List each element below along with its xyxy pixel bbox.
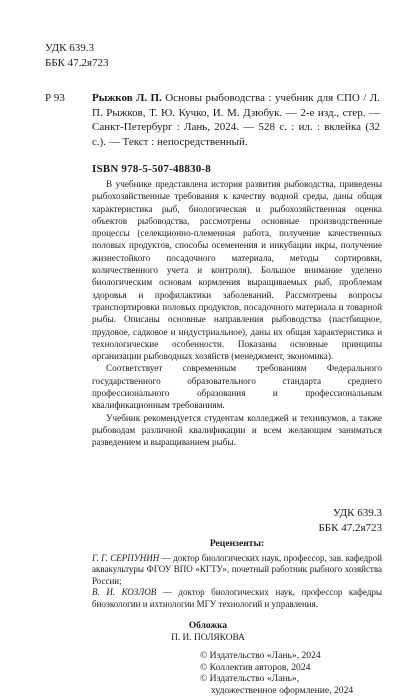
reviewer-credentials: — доктор биологических наук, профессор, зав. кафедрой аквакультуры ФГОУ ВПО «КГТУ», почетный работник рыбного хозяйства России; <box>92 552 383 586</box>
reviewer-credentials: — доктор биологических наук, профессор кафедры биоэкологии и ихтиологии МГУ технологий и управления. <box>92 587 382 609</box>
udk-code: УДК 639.3 <box>332 507 382 519</box>
copyright-line: художественное оформление, 2024 <box>211 684 354 696</box>
reviewer-entry <box>92 553 382 588</box>
author-heading: Рыжков Л. П. <box>92 92 162 104</box>
reviewers-heading: Рецензенты: <box>209 538 265 549</box>
classification-codes-top <box>45 41 109 71</box>
reviewer-name: В. И. КОЗЛОВ <box>92 587 157 597</box>
copyright-line: © Издательство «Лань», <box>200 673 300 685</box>
bbk-code: ББК 47.2я723 <box>45 57 109 69</box>
abstract-paragraph: В учебнике представлена история развития рыбоводства, приведены рыбохозяйственные требования к качеству водной среды, даны общая характеристика рыб, биологическая и рыбохозяйственная оценка объектов рыбоводства, рассмотрены основные производственные процессы (селекционно-племенная работа, получение качественных половых продуктов, способы осеменения и инкубации икры, получение жизнестойкого посадочного материала, методы сортировки, количественного учета и контроля). Большое внимание уделено биологическим основам кормления выращиваемых рыб, проблемам здоровья и профилактики заболеваний. Рассмотрены вопросы транспортировки половых продуктов, посадочного материала и товарной рыбы. Описаны основные направления рыбоводства (пастбищное, прудовое, садковое и индустриальное), даны их общая характеристика и технологические особенности. Показаны основные принципы организации рыбоводных хозяйств (менеджмент, экономика). <box>92 179 382 362</box>
cover-label: Обложка <box>188 621 228 631</box>
cover-designer: П. И. ПОЛЯКОВА <box>171 633 245 643</box>
abstract <box>92 178 382 449</box>
reviewers-section <box>92 538 382 610</box>
reviewer-name: Г. Г. СЕРПУНИН <box>92 552 160 563</box>
classification-codes-bottom <box>318 506 382 536</box>
copyright-line: © Коллектив авторов, 2024 <box>200 661 311 673</box>
abstract-paragraph: Учебник рекомендуется студентам колледжей и техникумов, а также рыбоводам различной квалификации и всем желающим заниматься разведением и выращиванием рыбы. <box>92 412 382 448</box>
udk-code: УДК 639.3 <box>45 42 95 54</box>
catalog-entry <box>45 91 380 149</box>
author-cipher: Р 93 <box>45 92 65 104</box>
abstract-paragraph: Соответствует современным требованиям Федерального государственного образовательного стандарта среднего профессионального образования и профессиональным квалификационным требованиям. <box>92 363 382 411</box>
bibliographic-description <box>92 91 380 149</box>
copyright-notices <box>200 650 353 696</box>
description-text: Основы рыбоводства : учебник для СПО / Л. П. Рыжков, Т. Ю. Кучко, И. М. Дзюбук. — 2-е изд., стер. — Санкт-Петербург : Лань, 2024. — 528 с. : ил. : вклейка (32 с.). — Текст : непосредственный. <box>92 92 380 148</box>
copyright-line: © Издательство «Лань», 2024 <box>200 650 321 661</box>
isbn: ISBN 978-5-507-48830-8 <box>92 163 211 175</box>
bbk-code: ББК 47.2я723 <box>318 522 382 534</box>
reviewer-entry <box>92 587 382 610</box>
cover-credit <box>0 620 416 644</box>
